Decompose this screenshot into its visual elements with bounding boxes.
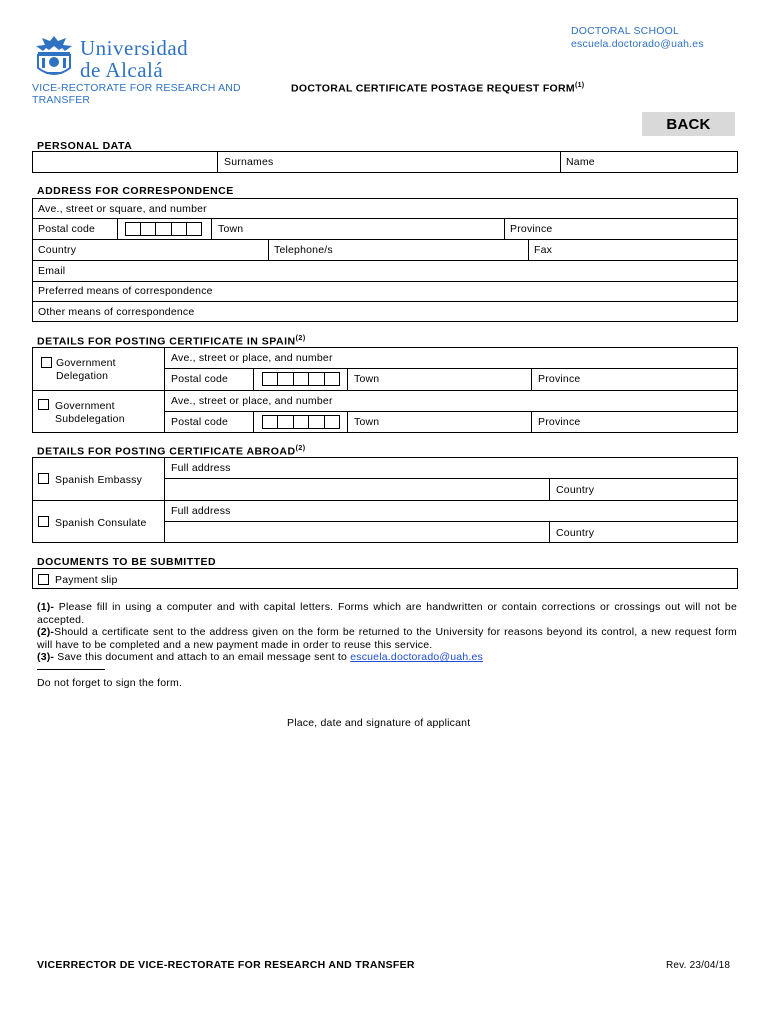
- note-1-label: (1)-: [37, 601, 55, 613]
- signature-label: Place, date and signature of applicant: [287, 717, 471, 729]
- note-3-label: (3)-: [37, 651, 55, 663]
- section-personal-data-title: PERSONAL DATA: [37, 140, 133, 152]
- section-abroad-title-text: DETAILS FOR POSTING CERTIFICATE ABROAD: [37, 445, 296, 458]
- government-delegation-label-line1: Government: [56, 357, 116, 369]
- sign-reminder: Do not forget to sign the form.: [37, 677, 183, 689]
- spain-province-field-2[interactable]: Province: [538, 416, 581, 428]
- spain-town-field-1[interactable]: Town: [354, 373, 380, 385]
- spanish-consulate-label: Spanish Consulate: [55, 517, 147, 529]
- section-spain-title-text: DETAILS FOR POSTING CERTIFICATE IN SPAIN: [37, 335, 296, 348]
- address-telephone-field[interactable]: Telephone/s: [274, 244, 333, 256]
- doctoral-email-link[interactable]: escuela.doctorado@uah.es: [350, 651, 483, 663]
- abroad-full-address-field-2[interactable]: Full address: [171, 505, 231, 517]
- documents-box: [32, 568, 738, 589]
- spain-street-field-2[interactable]: Ave., street or place, and number: [171, 395, 333, 407]
- address-town-field[interactable]: Town: [218, 223, 244, 235]
- university-name-line1: Universidad: [80, 36, 189, 60]
- payment-slip-label: Payment slip: [55, 574, 118, 586]
- footer-revision: Rev. 23/04/18: [666, 960, 731, 971]
- surnames-field[interactable]: Surnames: [224, 156, 274, 168]
- address-fax-field[interactable]: Fax: [534, 244, 553, 256]
- notes-divider: [37, 669, 105, 670]
- section-documents-title: DOCUMENTS TO BE SUBMITTED: [37, 556, 217, 568]
- spain-postal-code-input-1[interactable]: [262, 372, 340, 386]
- section-address-title: ADDRESS FOR CORRESPONDENCE: [37, 185, 234, 197]
- government-delegation-label-line2: Delegation: [56, 370, 109, 382]
- address-postal-code-input[interactable]: [125, 222, 202, 236]
- payment-slip-checkbox[interactable]: [38, 574, 49, 585]
- university-crest-icon: [32, 34, 76, 80]
- spanish-embassy-label: Spanish Embassy: [55, 474, 143, 486]
- form-title: [291, 82, 584, 95]
- government-subdelegation-checkbox[interactable]: [38, 399, 49, 410]
- spain-town-field-2[interactable]: Town: [354, 416, 380, 428]
- address-street-field[interactable]: Ave., street or square, and number: [38, 203, 207, 215]
- abroad-full-address-field-1[interactable]: Full address: [171, 462, 231, 474]
- spain-postal-code-label-2: Postal code: [171, 416, 229, 428]
- spain-province-field-1[interactable]: Province: [538, 373, 581, 385]
- section-abroad-title-sup: (2): [295, 445, 306, 452]
- government-subdelegation-label-line1: Government: [55, 400, 115, 412]
- abroad-country-field-1[interactable]: Country: [556, 484, 595, 496]
- section-abroad-title: [37, 445, 306, 458]
- back-button-label: BACK: [666, 115, 711, 133]
- doctoral-school-email: escuela.doctorado@uah.es: [571, 38, 704, 50]
- spain-street-field-1[interactable]: Ave., street or place, and number: [171, 352, 333, 364]
- note-3-text: Save this document and attach to an email message sent to: [54, 651, 351, 663]
- note-2: [37, 626, 737, 651]
- note-2-text: Should a certificate sent to the address given on the form be returned to the University for reasons beyond its control, a new request form will have to be completed and a new payment made in order to reuse this service.: [37, 626, 737, 651]
- form-title-sup: (1): [574, 82, 585, 89]
- government-subdelegation-label-line2: Subdelegation: [55, 413, 125, 425]
- doctoral-school-label: DOCTORAL SCHOOL: [571, 25, 680, 37]
- note-1-text: Please fill in using a computer and with capital letters. Forms which are handwritten or contain corrections or crossings out will not be accepted.: [37, 601, 737, 626]
- abroad-country-field-2[interactable]: Country: [556, 527, 595, 539]
- address-other-means-field[interactable]: Other means of correspondence: [38, 306, 195, 318]
- footer-left: VICERRECTOR DE VICE-RECTORATE FOR RESEARCH AND TRANSFER: [37, 959, 415, 971]
- note-1: [37, 601, 737, 626]
- spanish-embassy-checkbox[interactable]: [38, 473, 49, 484]
- government-delegation-checkbox[interactable]: [41, 357, 52, 368]
- address-province-field[interactable]: Province: [510, 223, 553, 235]
- vicerectorate-label: VICE-RECTORATE FOR RESEARCH AND TRANSFER: [32, 82, 241, 106]
- address-postal-code-label: Postal code: [38, 223, 96, 235]
- address-country-field[interactable]: Country: [38, 244, 77, 256]
- note-2-label: (2)-: [37, 626, 55, 638]
- university-name-line2: de Alcalá: [80, 58, 164, 82]
- back-button[interactable]: [642, 112, 735, 136]
- form-title-text: DOCTORAL CERTIFICATE POSTAGE REQUEST FORM: [291, 82, 575, 95]
- name-field[interactable]: Name: [566, 156, 595, 168]
- spain-postal-code-label-1: Postal code: [171, 373, 229, 385]
- spanish-consulate-checkbox[interactable]: [38, 516, 49, 527]
- address-email-field[interactable]: Email: [38, 265, 66, 277]
- spain-postal-code-input-2[interactable]: [262, 415, 340, 429]
- address-preferred-means-field[interactable]: Preferred means of correspondence: [38, 285, 213, 297]
- notes-block: [37, 601, 737, 664]
- section-spain-title: [37, 335, 306, 348]
- section-spain-title-sup: (2): [295, 335, 306, 342]
- note-3: [37, 651, 737, 664]
- personal-data-box: [32, 151, 738, 173]
